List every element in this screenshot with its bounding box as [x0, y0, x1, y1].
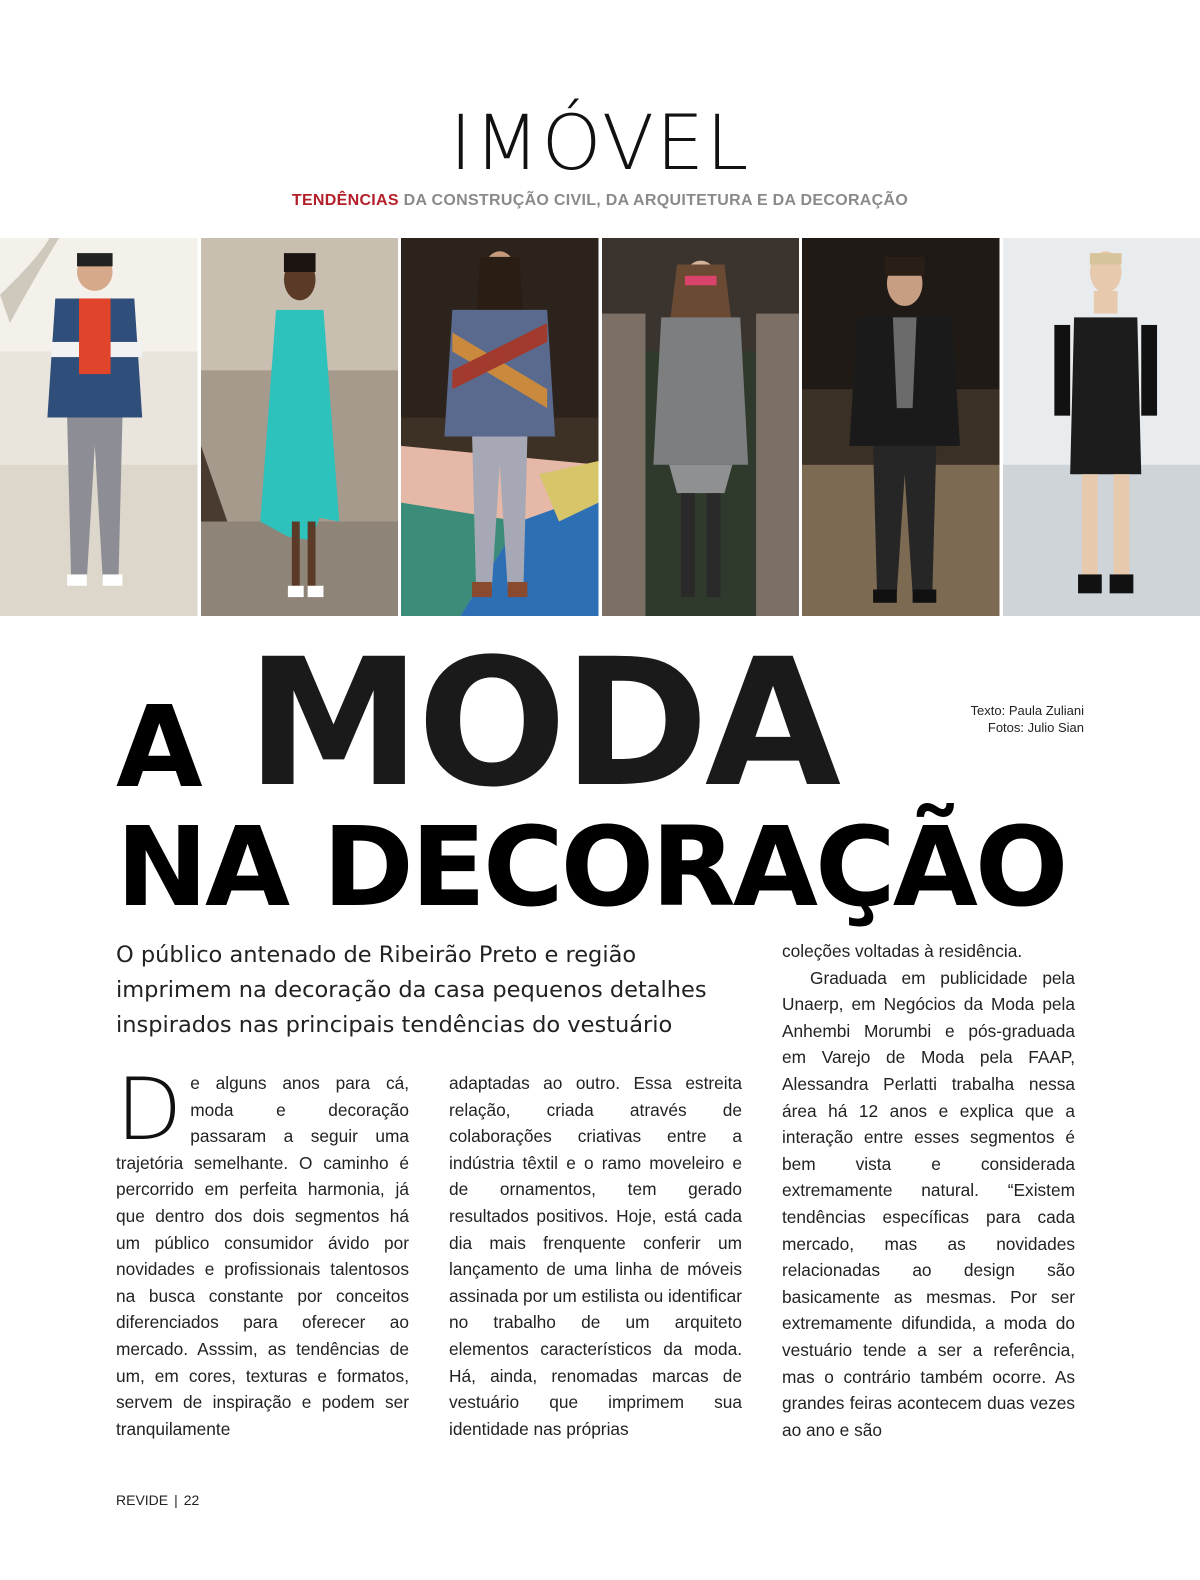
body-column-1 [116, 1060, 409, 1442]
runway-photo-6 [1003, 238, 1200, 616]
section-subtitle [0, 192, 1200, 210]
body-col1-text: e alguns anos para cá, moda e decoração passaram a seguir uma trajetória semelhante. O caminho é percorrido em perfeita harmonia, já que dentro dos dois segmentos há um público consumidor ávido por novidades e profissionais talentosos na busca constante por conceitos diferenciados para oferecer ao mercado. Asssim, as tendências de um, em cores, texturas e formatos, servem de inspiração e podem ser tranquilamente [116, 1073, 409, 1439]
runway-photo-5 [802, 238, 1000, 616]
body-column-2 [449, 1070, 742, 1442]
body-col3-para2: Graduada em publicidade pela Unaerp, em Negócios da Moda pela Anhembi Morumbi e pós-graduada em Varejo de Moda pela FAAP, Alessandra Perlatti trabalha nessa área há 12 anos e explica que a interação entre esses segmentos é bem vista e considerada extremamente natural. “Existem tendências específicas para cada mercado, mas as novidades relacionadas ao design são basicamente as mesmas. Por ser extremamente difundida, a moda do vestuário tende a ser a referência, mas o contrário também ocorre. As grandes feiras acontecem duas vezes ao ano e são [782, 967, 1075, 1440]
dropcap: D [116, 1060, 183, 1160]
section-subtitle-rest: DA CONSTRUÇÃO CIVIL, DA ARQUITETURA E DA DECORAÇÃO [403, 192, 909, 209]
headline-a: A [116, 683, 201, 813]
lead-text: O público antenado de Ribeirão Preto e região imprimem na decoração da casa pequenos detalhes inspirados nas principais tendências do vestuário [116, 942, 707, 1038]
body-column-3 [782, 938, 1075, 1443]
headline-moda: MODA [246, 621, 838, 826]
body-col3-para1: coleções voltadas à residência. [782, 941, 1023, 961]
runway-photo-strip [0, 238, 1200, 616]
credit-text: Texto: Paula Zuliani [970, 703, 1084, 718]
runway-photo-1 [0, 238, 198, 616]
lead-paragraph [116, 938, 736, 1043]
page-footer [116, 1492, 199, 1508]
credits [971, 702, 1084, 736]
body-col2-text: adaptadas ao outro. Essa estreita relação, criada através de colaborações criativas entre a indústria têxtil e o ramo moveleiro e de ornamentos, tem gerado resultados positivos. Hoje, está cada dia mais frenquente conferir um lançamento de uma linha de móveis assinada por um estilista ou identificar no trabalho de um arquiteto elementos característicos da moda. Há, ainda, renomadas marcas de vestuário que imprimem sua identidade nas próprias [449, 1073, 742, 1439]
footer-separator: | [174, 1492, 178, 1508]
runway-photo-3 [401, 238, 599, 616]
credit-photos: Fotos: Julio Sian [987, 720, 1084, 735]
section-title: IMÓVEL [449, 98, 751, 187]
footer-page-number: 22 [183, 1492, 200, 1508]
section-subtitle-accent: TENDÊNCIAS [291, 192, 399, 209]
runway-photo-2 [201, 238, 399, 616]
runway-photo-4 [602, 238, 800, 616]
headline-na-decoracao: NA DECORAÇÃO [116, 803, 1066, 931]
footer-magazine: REVIDE [116, 1492, 169, 1508]
